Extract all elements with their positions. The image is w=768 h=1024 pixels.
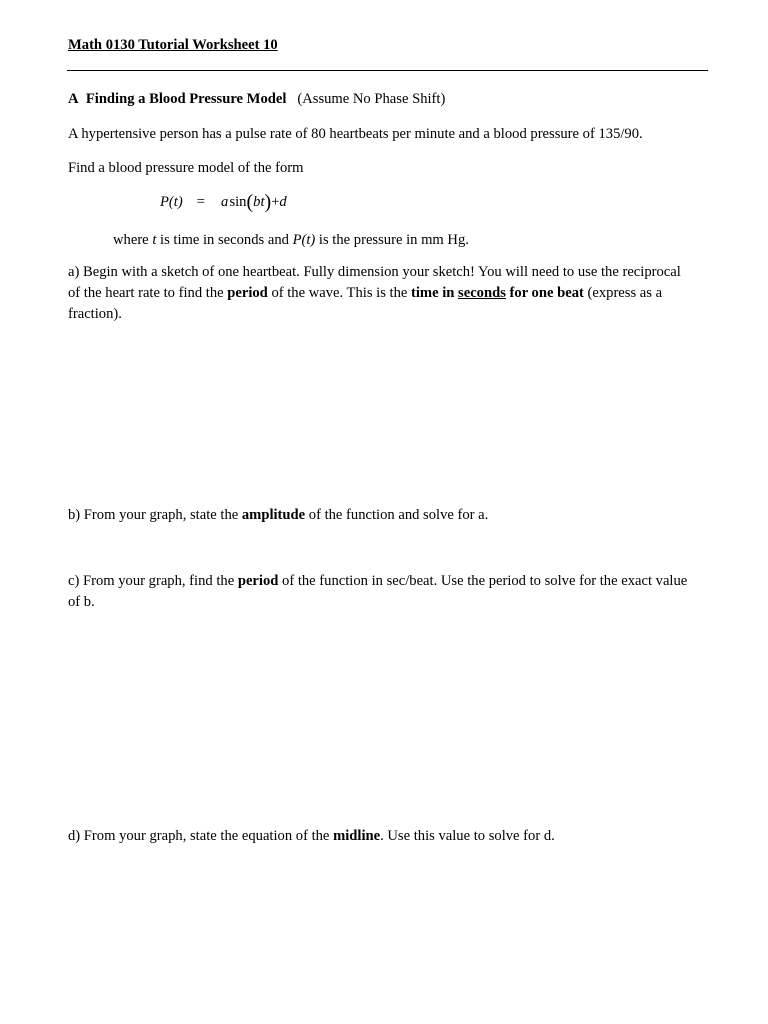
question-b-text-1: b) From your graph, state the bbox=[68, 507, 242, 523]
intro-line-2: Find a blood pressure model of the form bbox=[68, 160, 304, 176]
question-c-text-1: c) From your graph, find the bbox=[68, 573, 238, 589]
title-divider bbox=[67, 70, 708, 71]
question-a-one-beat: for one beat bbox=[505, 285, 584, 301]
question-a-text-2: of the wave. This is the bbox=[267, 285, 412, 301]
formula-plus: + bbox=[271, 194, 280, 210]
worksheet-title: Math 0130 Tutorial Worksheet 10 bbox=[68, 37, 278, 53]
section-label: A bbox=[68, 91, 79, 107]
intro-line-1: A hypertensive person has a pulse rate of 80 heartbeats per minute and a blood pressure of 135/90. bbox=[68, 126, 643, 142]
formula-lparen: ( bbox=[246, 191, 254, 213]
formula-d: d bbox=[279, 194, 287, 210]
question-c-text-2: of the function in sec/beat. Use the period to solve for the exact value of b. bbox=[68, 573, 688, 610]
section-title: Finding a Blood Pressure Model bbox=[85, 91, 287, 107]
question-a-seconds: seconds bbox=[458, 285, 506, 301]
where-text-2: is time in seconds and bbox=[156, 232, 293, 248]
question-a bbox=[68, 262, 688, 325]
question-a-period: period bbox=[227, 285, 268, 301]
model-formula bbox=[160, 191, 287, 214]
formula-rparen: ) bbox=[264, 191, 272, 213]
question-d bbox=[68, 826, 555, 847]
formula-equals: = bbox=[196, 194, 205, 210]
question-b-amplitude: amplitude bbox=[241, 507, 306, 523]
where-text-1: where bbox=[113, 232, 153, 248]
formula-lhs: P(t) bbox=[160, 194, 183, 210]
formula-sin: sin bbox=[229, 194, 247, 210]
where-text-3: is the pressure in mm Hg. bbox=[315, 232, 469, 248]
question-b bbox=[68, 505, 488, 526]
question-d-text-2: . Use this value to solve for d. bbox=[380, 828, 555, 844]
question-a-time-in: time in bbox=[411, 285, 459, 301]
section-note: (Assume No Phase Shift) bbox=[297, 91, 446, 107]
question-d-midline: midline bbox=[333, 828, 381, 844]
question-d-text-1: d) From your graph, state the equation of the bbox=[68, 828, 334, 844]
formula-a: a bbox=[220, 194, 229, 210]
question-a-text-1: a) Begin with a sketch of one heartbeat. Fully dimension your sketch! You will need to use the reciprocal of the heart rate to find the bbox=[68, 264, 681, 301]
formula-bt: bt bbox=[253, 194, 265, 210]
where-t: t bbox=[152, 232, 157, 248]
section-heading bbox=[68, 91, 445, 108]
question-b-text-2: of the function and solve for a. bbox=[305, 507, 489, 523]
question-c bbox=[68, 571, 688, 613]
question-a-text-3: (express as a fraction). bbox=[68, 285, 663, 322]
where-pt: P(t) bbox=[292, 232, 316, 248]
variable-definitions bbox=[113, 230, 469, 251]
question-c-period: period bbox=[237, 573, 279, 589]
